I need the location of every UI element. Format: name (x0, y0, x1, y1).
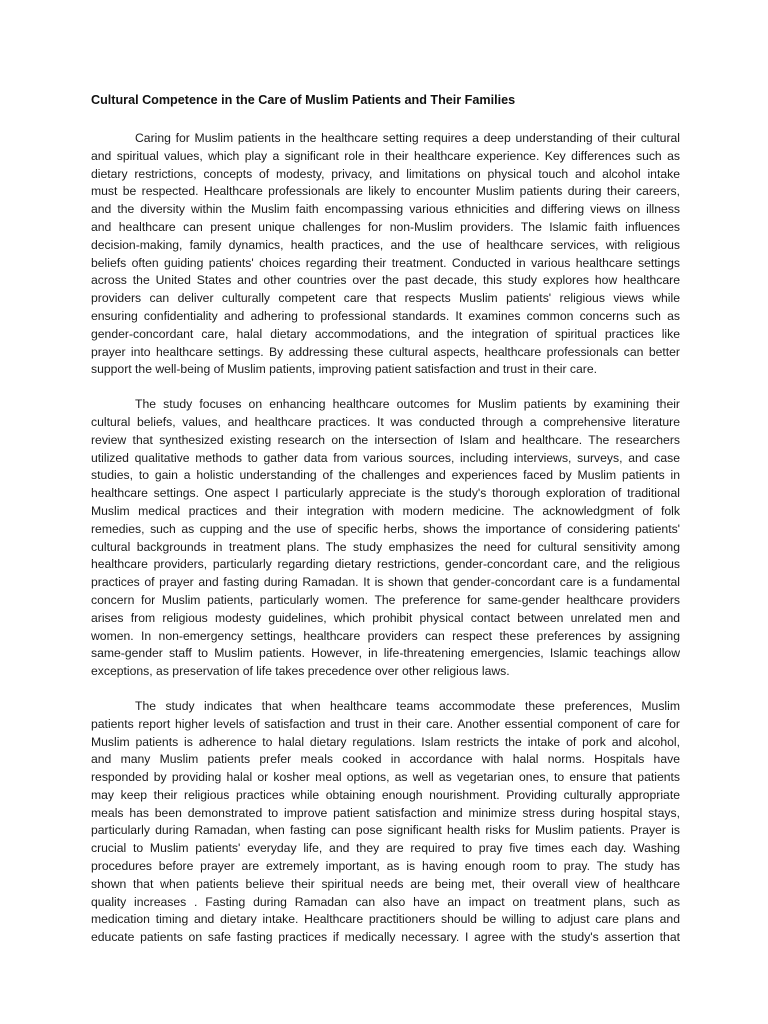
paragraph-line: and many Muslim patients prefer meals cooked in accordance with halal norms. Hospitals have (91, 752, 680, 767)
paragraph-line: dietary restrictions, concepts of modesty, privacy, and limitations on physical touch and alcohol intake (91, 166, 680, 181)
paragraph-line: practices of prayer and fasting during Ramadan. It is shown that gender-concordant care is a fundamental (91, 575, 680, 590)
paragraph-list (91, 130, 680, 947)
paragraph-line: providers can deliver culturally competent care that respects Muslim patients' religious views while (91, 291, 680, 306)
paragraph-line: arises from religious modesty guidelines, which prohibit physical contact between unrelated men and (91, 610, 680, 625)
paragraph-line: meals has been demonstrated to improve patient satisfaction and minimize stress during hospital stays, (91, 805, 680, 820)
paragraph-line: healthcare settings. One aspect I particularly appreciate is the study's thorough exploration of traditional (91, 486, 680, 501)
paragraph-line: women. In non-emergency settings, healthcare providers can respect these preferences by assigning (91, 628, 680, 643)
paragraph-line: The study focuses on enhancing healthcare outcomes for Muslim patients by examining their (135, 397, 680, 412)
paragraph-line: gender-concordant care, halal dietary accommodations, and the integration of spiritual practices like (91, 326, 680, 341)
paragraph (91, 396, 680, 681)
paragraph-line: review that synthesized existing research on the intersection of Islam and healthcare. The researchers (91, 432, 680, 447)
paragraph-line: and spiritual values, which play a significant role in their healthcare experience. Key differences such as (91, 148, 680, 163)
paragraph-line: quality increases . Fasting during Ramadan can also have an impact on treatment plans, such as (91, 894, 680, 909)
paragraph-line: medication timing and dietary intake. Healthcare practitioners should be willing to adjust care plans and (91, 912, 680, 927)
paragraph-line: concern for Muslim patients, particularly women. The preference for same-gender healthcare providers (91, 592, 680, 607)
paragraph-line: decision-making, family dynamics, health practices, and the use of healthcare services, with religious (91, 237, 680, 252)
paragraph-line: shown that when patients believe their spiritual needs are being met, their overall view of healthcare (91, 876, 680, 891)
paragraph-line: beliefs often guiding patients' choices regarding their treatment. Conducted in various healthcare settings (91, 255, 680, 270)
paragraph-line: patients report higher levels of satisfaction and trust in their care. Another essential component of care for (91, 716, 680, 731)
paragraph-line: studies, to gain a holistic understanding of the challenges and experiences faced by Muslim patients in (91, 468, 680, 483)
paragraph-line: prayer into healthcare settings. By addressing these cultural aspects, healthcare professionals can better (91, 344, 680, 359)
paragraph-line: Muslim medical practices and their integration with modern medicine. The acknowledgment of folk (91, 503, 680, 518)
paragraph-line: Caring for Muslim patients in the healthcare setting requires a deep understanding of their cultural (135, 131, 680, 145)
paragraph-line: educate patients on safe fasting practices if medically necessary. I agree with the study's assertion that (91, 930, 680, 945)
document-body (91, 92, 680, 964)
paragraph-line: healthcare providers, particularly regarding dietary restrictions, gender-concordant care, and the religious (91, 557, 680, 572)
paragraph-line: support the well-being of Muslim patients, improving patient satisfaction and trust in their care. (91, 362, 598, 377)
paragraph-line: utilized qualitative methods to gather data from various sources, including interviews, surveys, and case (91, 450, 680, 465)
paragraph-line: particularly during Ramadan, when fasting can pose significant health risks for Muslim patients. Prayer is (91, 823, 680, 838)
paragraph-line: responded by providing halal or kosher meal options, as well as vegetarian ones, to ensure that patients (91, 770, 680, 785)
paragraph-line: exceptions, as preservation of life takes precedence over other religious laws. (91, 664, 510, 679)
paragraph-line: crucial to Muslim patients' everyday life, and they are required to pray five times each day. Washing (91, 841, 680, 856)
paragraph-line: Muslim patients is adherence to halal dietary regulations. Islam restricts the intake of pork and alcohol, (91, 734, 680, 749)
paragraph-line: procedures before prayer are extremely important, as is having enough room to pray. The study has (91, 859, 680, 874)
paragraph-line: may keep their religious practices while obtaining enough nourishment. Providing culturally appropriate (91, 787, 680, 802)
paragraph-line: remedies, such as cupping and the use of specific herbs, shows the importance of considering patients' (91, 521, 680, 536)
paragraph-line: must be respected. Healthcare professionals are likely to encounter Muslim patients during their careers, (91, 184, 680, 199)
paragraph (91, 698, 680, 947)
paragraph-line: and healthcare can present unique challenges for non-Muslim providers. The Islamic faith influences (91, 219, 680, 234)
paragraph-line: same-gender staff to Muslim patients. However, in life-threatening emergencies, Islamic teachings allow (91, 646, 680, 661)
document-title: Cultural Competence in the Care of Muslim Patients and Their Families (91, 93, 516, 107)
paragraph-line: across the United States and other countries over the past decade, this study explores how healthcare (91, 273, 680, 288)
paragraph-line: The study indicates that when healthcare teams accommodate these preferences, Muslim (135, 698, 680, 713)
paragraph-line: cultural beliefs, values, and healthcare practices. It was conducted through a comprehensive literature (91, 414, 680, 429)
paragraph-line: and the diversity within the Muslim faith encompassing various ethnicities and differing views on illness (91, 202, 680, 217)
paragraph-line: cultural backgrounds in treatment plans. The study emphasizes the need for cultural sensitivity among (91, 539, 680, 554)
paragraph-line: ensuring confidentiality and adhering to professional standards. It examines common concerns such as (91, 308, 680, 323)
paragraph (91, 130, 680, 379)
